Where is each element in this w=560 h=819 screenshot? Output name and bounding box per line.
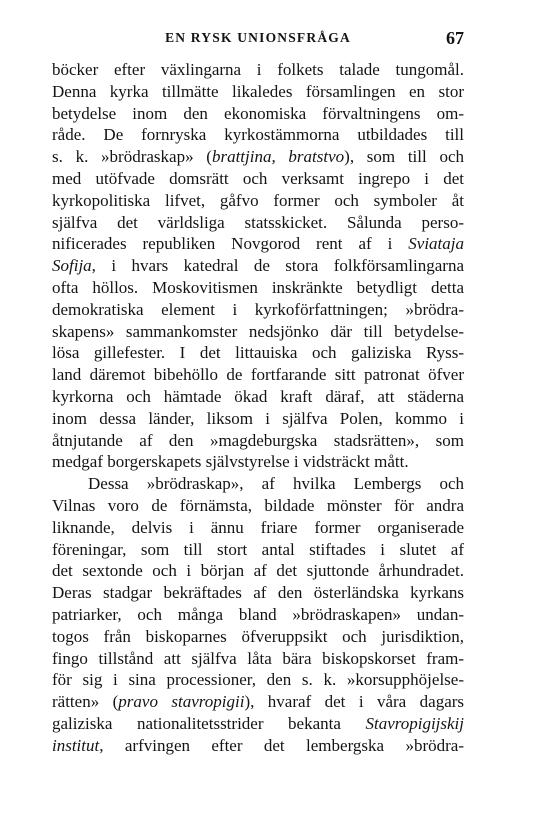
text-line: Deras stadgar bekräftades af den österländska kyrkans xyxy=(52,583,464,603)
text-line: betydelse inom den ekonomiska förvaltningens om- xyxy=(52,103,464,123)
text-line: galiziska nationalitetsstrider bekanta Stavropigijskij xyxy=(52,713,464,733)
running-title: EN RYSK UNIONSFRÅGA xyxy=(165,30,351,45)
text-line: det sextonde och i början af det sjuttonde århundradet. xyxy=(52,561,464,581)
running-head xyxy=(52,30,464,52)
text-line: kyrkorna och hämtade ökad kraft däraf, att städerna xyxy=(52,386,464,406)
text-line: medgaf borgerskapets självstyrelse i vidsträckt mått. xyxy=(52,452,409,472)
text-line: föreningar, som till stort antal stiftades i slutet af xyxy=(52,539,464,559)
text-line: patriarker, och många bland »brödraskapen» undan- xyxy=(52,604,464,624)
text-line: rätten» (pravo stavropigii), hvaraf det i våra dagars xyxy=(52,692,464,712)
text-line: åtnjutande af den »magdeburgska stadsrätten», som xyxy=(52,430,464,450)
text-line: Sofija, i hvars katedral de stora folkförsamlingarna xyxy=(52,256,464,276)
text-line: fingo tillstånd att själfva låta bära biskopskorset fram- xyxy=(52,648,464,668)
text-line: togos från biskoparnes öfveruppsikt och jurisdiktion, xyxy=(52,626,464,646)
text-line: för sig i sina processioner, den s. k. »korsupphöjelse- xyxy=(52,670,464,690)
text-line: land däremot bibehöllo de fortfarande sitt patronat öfver xyxy=(52,365,464,385)
text-line: med utöfvade domsrätt och verksamt ingrepo i det xyxy=(52,168,464,188)
text-line: liknande, delvis i ännu friare former organiserade xyxy=(52,517,464,537)
text-line: lösa gillefester. I det littauiska och galiziska Ryss- xyxy=(52,343,464,363)
text-line: Vilnas voro de förnämsta, bildade mönster för andra xyxy=(52,495,464,515)
text-line: demokratiska element i kyrkoförfattningen; »brödra- xyxy=(52,299,464,319)
text-line: nificerades republiken Novgorod rent af i Sviataja xyxy=(52,234,464,254)
text-line: kyrkopolitiska lifvet, gåfvo former och symboler åt xyxy=(52,190,464,210)
text-line: råde. De fornryska kyrkostämmorna utbildades till xyxy=(52,125,464,145)
text-line: institut, arfvingen efter det lembergska »brödra- xyxy=(52,735,464,755)
text-line: böcker efter växlingarna i folkets talade tungomål. xyxy=(52,60,464,79)
text-line: skapens» sammankomster nedsjönko där till betydelse- xyxy=(52,321,464,341)
text-line: s. k. »brödraskap» (brattjina, bratstvo), som till och xyxy=(52,147,464,167)
text-line: ofta höllos. Moskovitismen inskränkte betydligt detta xyxy=(52,277,464,297)
text-line: Dessa »brödraskap», af hvilka Lembergs och xyxy=(88,474,464,494)
page-number: 67 xyxy=(446,28,464,48)
body-text xyxy=(52,59,464,757)
text-line: Denna kyrka tillmätte likaledes församlingen en stor xyxy=(52,81,464,101)
text-line: själfva det världsliga statsskicket. Sålunda perso- xyxy=(52,212,464,232)
text-line: inom dessa länder, liksom i själfva Polen, kommo i xyxy=(52,408,464,428)
